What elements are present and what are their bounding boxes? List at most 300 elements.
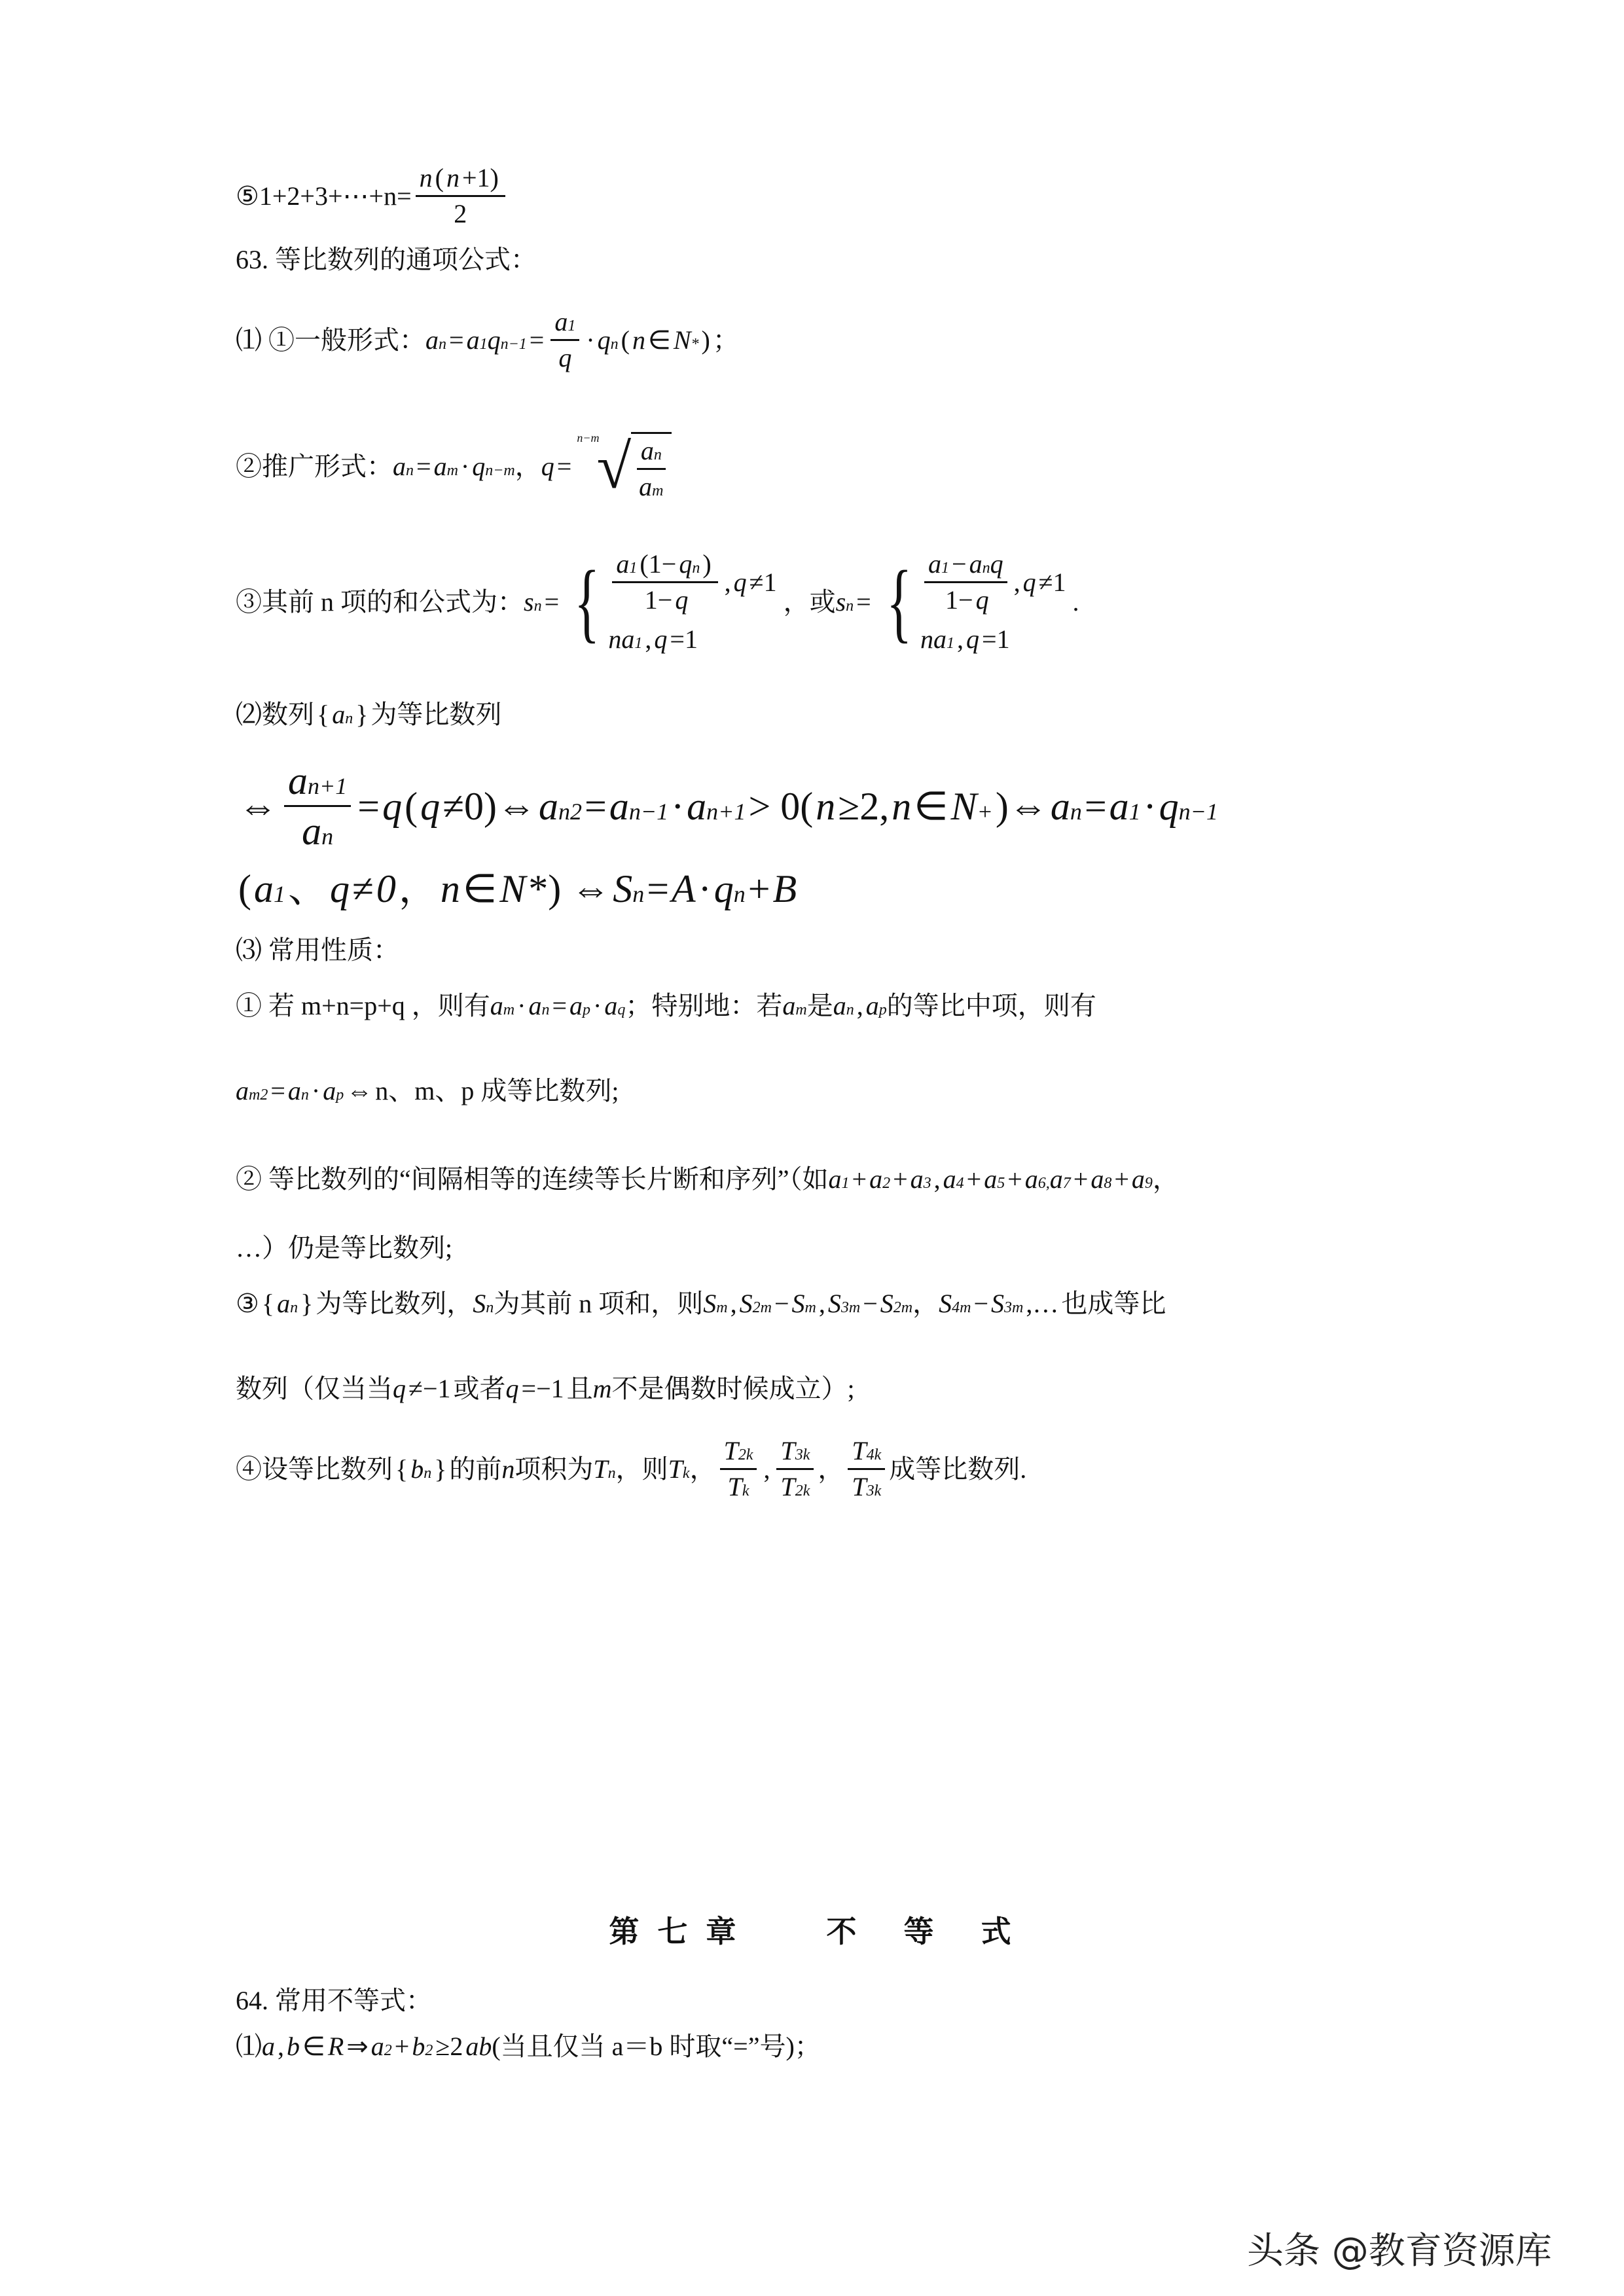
variable-base: T	[723, 1436, 738, 1465]
math-variable	[852, 1473, 881, 1501]
math-symbol: )	[702, 549, 712, 579]
subscript: +	[977, 798, 993, 825]
math-variable	[593, 1455, 615, 1484]
subscript: p	[878, 1001, 887, 1018]
math-symbol: ·	[460, 452, 470, 481]
text-run: 数列（仅当当	[236, 1374, 393, 1403]
math-variable	[833, 992, 854, 1020]
text-run: ，	[514, 452, 541, 481]
math-symbol: ≥2	[435, 2032, 463, 2061]
text-run: 的等比中项，则有	[886, 991, 1096, 1020]
math-symbol: ·	[593, 991, 602, 1020]
subscript: 1	[941, 560, 950, 577]
math-variable	[728, 1473, 749, 1501]
math-variable	[773, 867, 797, 910]
case-row	[608, 550, 779, 615]
radicand	[631, 432, 671, 501]
math-variable	[328, 2032, 344, 2061]
subscript: 3k	[866, 1482, 882, 1499]
subscript: n+1	[706, 798, 746, 825]
subscript: m	[652, 482, 664, 499]
variable-base: a	[253, 867, 274, 910]
variable-base: S	[473, 1289, 486, 1318]
subscript: 2m	[893, 1299, 913, 1316]
math-variable	[687, 785, 746, 828]
math-symbol: ,	[645, 624, 652, 654]
math-variable	[288, 1077, 309, 1105]
text-run: ④设等比数列	[236, 1454, 393, 1484]
subscript: m	[804, 1299, 816, 1316]
math-symbol: ≠−1	[408, 1374, 451, 1403]
sum-formula	[236, 164, 509, 228]
math-variable	[277, 1289, 298, 1318]
variable-base: R	[327, 2032, 344, 2061]
math-symbol: ⇔	[238, 784, 278, 828]
math-variable	[641, 437, 662, 465]
subscript: 3k	[795, 1446, 810, 1463]
superscript: n−1	[500, 335, 527, 353]
math-symbol: ·	[586, 325, 595, 355]
math-symbol: (	[621, 325, 630, 355]
subscript: 3	[923, 1175, 931, 1192]
inequality-1	[236, 2032, 821, 2061]
variable-base: q	[487, 325, 501, 355]
variable-base: S	[791, 1289, 805, 1318]
variable-base: s	[524, 586, 534, 617]
math-symbol: {	[395, 1454, 408, 1484]
variable-base: a	[782, 991, 796, 1020]
math-symbol: ,	[818, 1289, 825, 1318]
math-variable	[782, 992, 806, 1020]
math-symbol: =−1	[521, 1374, 564, 1403]
denominator	[447, 197, 473, 228]
variable-base: q	[420, 784, 441, 828]
math-variable	[541, 452, 554, 481]
math-variable	[714, 867, 746, 910]
math-symbol: =	[647, 867, 670, 910]
chapter-title: 第 七 章 不 等 式	[609, 1914, 1015, 1949]
text-run: ⑵数列	[236, 700, 314, 729]
math-variable	[943, 1165, 964, 1194]
variable-base: na	[920, 624, 947, 654]
variable-base: S	[991, 1289, 1005, 1318]
math-variable	[675, 586, 688, 615]
text-run: ，	[818, 1454, 844, 1484]
fraction	[776, 1437, 814, 1501]
math-variable	[488, 326, 527, 355]
text-run: ⑴	[236, 2032, 262, 2061]
variable-base: a	[616, 549, 630, 579]
math-variable	[393, 452, 414, 481]
subscript: n	[558, 798, 571, 825]
text-run: ⑶ 常用性质：	[236, 935, 399, 965]
variable-base: a	[262, 2032, 275, 2061]
fraction	[848, 1437, 885, 1501]
fraction	[720, 1437, 757, 1501]
variable-base: q	[505, 1374, 519, 1403]
subscript: 1	[841, 1175, 850, 1192]
superscript: n	[692, 560, 700, 577]
math-variable	[434, 452, 458, 481]
piecewise-cases	[566, 550, 779, 654]
math-symbol: ·	[698, 867, 712, 910]
variable-base: T	[780, 1436, 795, 1465]
subscript: 1	[629, 560, 638, 577]
math-symbol: =	[529, 325, 545, 355]
subscript: n	[439, 335, 446, 353]
numerator	[776, 1437, 814, 1470]
variable-base: q	[975, 585, 989, 615]
variable-base: n	[892, 784, 912, 828]
variable-base: a	[370, 2032, 384, 2061]
left-brace: {	[886, 552, 912, 651]
numerator	[924, 550, 1007, 583]
variable-base: a	[287, 1076, 301, 1105]
subscript: n	[541, 1001, 550, 1018]
math-symbol: {	[317, 700, 330, 729]
math-symbol: > 0(	[748, 784, 814, 828]
superscript: n	[610, 335, 619, 353]
radical	[577, 432, 671, 501]
superscript: 2	[384, 2042, 392, 2059]
math-variable	[1159, 785, 1218, 828]
text-run: ②推广形式：	[236, 452, 393, 481]
math-variable	[524, 588, 542, 617]
text-run: 是	[806, 991, 833, 1020]
math-symbol: +	[748, 867, 770, 910]
math-variable	[679, 550, 700, 579]
math-variable	[501, 1455, 514, 1484]
superscript: n−m	[485, 462, 515, 479]
variable-base: a	[1091, 1164, 1104, 1194]
text-run: ② 等比数列的“间隔相等的连续等长片断和序列”（如	[236, 1164, 829, 1194]
math-symbol: ≠0)⇔	[442, 784, 537, 828]
subscript: 1	[634, 635, 643, 652]
subscript: 1	[1128, 798, 1141, 825]
variable-base: q	[1022, 567, 1036, 597]
math-variable	[593, 1374, 612, 1403]
math-variable	[446, 164, 460, 192]
math-symbol: *) ⇔	[528, 867, 611, 910]
math-variable	[412, 2032, 433, 2061]
text-run: 不是偶数时候成立）;	[611, 1374, 855, 1403]
math-symbol: ·	[517, 991, 526, 1020]
subscript: 4m	[952, 1299, 971, 1316]
math-variable	[499, 867, 526, 910]
numerator	[550, 308, 579, 341]
math-variable	[780, 1473, 810, 1501]
variable-base: b	[287, 2032, 300, 2061]
math-variable	[616, 550, 637, 579]
variable-base: T	[852, 1472, 867, 1501]
variable-base: q	[393, 1374, 406, 1403]
variable-base: q	[654, 624, 668, 654]
properties-heading	[236, 936, 399, 965]
text-run: (当且仅当 a＝b 时取“=”号)；	[492, 2032, 821, 2061]
math-variable	[724, 1437, 753, 1465]
denominator	[776, 1470, 814, 1501]
text-run: n、m、p 成等比数列;	[375, 1076, 619, 1105]
math-variable	[734, 568, 747, 597]
math-variable	[539, 785, 582, 828]
variable-base: B	[772, 867, 797, 910]
math-symbol: =	[449, 325, 464, 355]
math-variable	[441, 867, 460, 910]
math-variable	[490, 992, 514, 1020]
math-symbol: +	[966, 1164, 982, 1194]
variable-base: a	[828, 1164, 842, 1194]
subscript: p	[583, 1001, 591, 1018]
math-variable	[472, 452, 515, 481]
math-symbol: (	[238, 867, 251, 910]
left-brace: {	[574, 552, 600, 651]
variable-base: n	[440, 867, 460, 910]
math-symbol: +	[1007, 1164, 1022, 1194]
root-index: n−m	[577, 431, 600, 444]
subscript: 1	[947, 635, 955, 652]
variable-base: q	[472, 452, 486, 481]
math-symbol: =	[544, 586, 560, 617]
math-symbol: 1−	[945, 585, 973, 615]
variable-base: a	[1131, 1164, 1145, 1194]
text-run: 64. 常用不等式：	[236, 1986, 432, 2015]
subscript: n	[846, 1001, 854, 1018]
math-symbol: ·	[311, 1076, 321, 1105]
math-symbol: ,	[856, 991, 863, 1020]
math-variable	[323, 1077, 344, 1105]
math-variable	[1025, 1165, 1050, 1194]
math-symbol: ≠1	[749, 567, 777, 597]
math-variable	[911, 1165, 931, 1194]
math-variable	[828, 1289, 860, 1318]
property-3-cont	[236, 1374, 855, 1403]
subscript: n+1	[308, 773, 348, 799]
math-variable	[330, 867, 350, 910]
subscript: n	[653, 446, 662, 463]
math-symbol: ≠	[352, 867, 374, 910]
math-variable	[852, 1437, 881, 1465]
math-variable	[928, 550, 949, 579]
subscript: 1	[479, 335, 488, 353]
math-symbol: −	[863, 1289, 878, 1318]
math-symbol: +	[852, 1164, 867, 1194]
math-variable	[609, 785, 668, 828]
subscript: n	[424, 1464, 432, 1482]
math-symbol: =	[585, 784, 607, 828]
math-symbol: ⇔	[346, 1076, 373, 1105]
denominator	[724, 1470, 753, 1501]
variable-base: a	[910, 1164, 924, 1194]
subscript: n	[300, 1086, 309, 1103]
variable-base: n	[816, 784, 836, 828]
variable-base: a	[609, 784, 629, 828]
text-run: 也成等比	[1061, 1289, 1166, 1318]
variable-base: q	[558, 343, 572, 372]
property-1	[236, 992, 1096, 1020]
subscript: 2m	[752, 1299, 772, 1316]
math-symbol: (	[405, 784, 418, 828]
subscript: 1	[568, 317, 576, 334]
subscript: p	[336, 1086, 344, 1103]
variable-base: N	[673, 325, 691, 355]
math-variable	[613, 867, 644, 910]
superscript: 2	[260, 1086, 268, 1103]
math-symbol: =	[416, 452, 431, 481]
text-run: ，	[689, 1454, 716, 1484]
variable-base: n	[501, 1454, 515, 1484]
subscript: 3m	[1004, 1299, 1024, 1316]
subscript: q	[617, 1001, 626, 1018]
subscript: 7	[1062, 1175, 1071, 1192]
math-symbol: ，	[398, 867, 438, 910]
math-variable	[703, 1289, 727, 1318]
section-64-heading	[236, 1986, 432, 2015]
variable-base: a	[1049, 1164, 1063, 1194]
subscript: n	[846, 597, 854, 615]
math-variable	[604, 992, 625, 1020]
sequence-definition	[236, 700, 501, 729]
variable-base: a	[833, 991, 846, 1020]
math-variable	[528, 992, 549, 1020]
variable-base: a	[569, 991, 583, 1020]
math-symbol: =	[552, 991, 568, 1020]
text-run: 且	[566, 1374, 593, 1403]
numerator	[637, 437, 666, 470]
denominator	[638, 583, 693, 615]
subscript: 8	[1104, 1175, 1112, 1192]
variable-base: a	[984, 1164, 998, 1194]
math-symbol: ,…	[1026, 1289, 1059, 1318]
general-form	[236, 308, 739, 372]
math-variable	[425, 326, 446, 355]
case-row	[920, 625, 1069, 654]
subscript: n	[982, 560, 990, 577]
variable-base: a	[969, 549, 983, 579]
variable-base: a	[332, 700, 346, 729]
text-run: ；	[712, 325, 739, 355]
subscript: n−1	[628, 798, 669, 825]
math-variable	[410, 1455, 431, 1484]
variable-base: a	[604, 991, 618, 1020]
text-run: 或者	[453, 1374, 506, 1403]
fraction	[635, 437, 667, 501]
subscript: k	[682, 1464, 690, 1482]
math-symbol: −	[952, 549, 967, 579]
variable-base: q	[679, 549, 693, 579]
fraction	[612, 550, 717, 615]
math-symbol: }	[300, 1289, 314, 1318]
math-symbol: {	[261, 1289, 275, 1318]
variable-base: a	[433, 452, 447, 481]
text-run: 的前	[449, 1454, 502, 1484]
text-run: 为其前 n 项和，则	[494, 1289, 704, 1318]
variable-base: a	[640, 436, 654, 465]
math-variable	[740, 1289, 772, 1318]
math-variable	[382, 785, 402, 828]
math-variable	[966, 625, 979, 654]
math-symbol: (	[435, 163, 444, 192]
text-run: 为等比数列，	[316, 1289, 473, 1318]
math-variable	[880, 1289, 912, 1318]
math-variable	[376, 867, 396, 910]
subscript: m	[716, 1299, 728, 1316]
variable-base: a	[277, 1289, 291, 1318]
math-symbol: 、	[287, 867, 327, 910]
text-run: ，	[1152, 1164, 1179, 1194]
text-run: ③	[236, 1289, 259, 1318]
math-variable	[236, 1077, 268, 1105]
math-variable	[558, 344, 571, 372]
math-variable	[569, 992, 590, 1020]
text-run: ① 若 m+n=p+q ，则有	[236, 991, 490, 1020]
variable-base: m	[592, 1374, 612, 1403]
subscript: m	[249, 1086, 261, 1103]
math-symbol: 1−	[644, 585, 673, 615]
fraction	[550, 308, 579, 372]
variable-base: a	[539, 784, 559, 828]
variable-base: q	[733, 567, 747, 597]
math-variable	[598, 326, 619, 355]
superscript: 2	[570, 798, 583, 825]
variable-base: q	[990, 549, 1003, 579]
variable-base: a	[466, 325, 480, 355]
variable-base: a	[865, 991, 879, 1020]
variable-base: q	[597, 325, 611, 355]
sum-formula-cases	[236, 550, 1079, 654]
text-run: ⑤1+2+3+⋯+n=	[236, 181, 412, 211]
subscript: n	[406, 462, 414, 479]
math-variable	[302, 810, 333, 853]
math-variable	[465, 2032, 492, 2061]
subscript: 4k	[866, 1446, 882, 1463]
math-symbol: −	[774, 1289, 789, 1318]
property-3	[236, 1289, 1166, 1318]
text-run: ③其前 n 项的和公式为：	[236, 586, 524, 617]
math-symbol: +	[1114, 1164, 1129, 1194]
subscript: 1	[273, 881, 285, 907]
subscript: 2	[882, 1175, 891, 1192]
numerator	[848, 1437, 885, 1470]
variable-base: n	[632, 325, 645, 355]
math-variable	[991, 1289, 1023, 1318]
variable-base: 0	[376, 867, 396, 910]
property-2	[236, 1165, 1179, 1194]
math-symbol: =	[556, 452, 572, 481]
fraction	[284, 759, 351, 853]
math-variable	[287, 2032, 300, 2061]
subscript: n	[533, 597, 542, 615]
math-symbol: ∈	[647, 325, 671, 355]
math-symbol: )⇔	[995, 784, 1048, 828]
math-symbol: ,	[724, 567, 731, 597]
math-symbol: =1	[982, 624, 1010, 654]
subscript: n	[290, 1299, 298, 1316]
text-run: ，或	[783, 586, 836, 617]
math-variable	[1023, 568, 1036, 597]
math-symbol: ∈	[914, 784, 948, 828]
variable-base: a	[1109, 784, 1129, 828]
case-rows	[608, 550, 779, 654]
math-variable	[1050, 1165, 1071, 1194]
subscript: 5	[997, 1175, 1005, 1192]
math-symbol: ,	[957, 624, 964, 654]
subscript: k	[742, 1482, 749, 1499]
variable-base: T	[780, 1472, 795, 1501]
subscript: n	[321, 823, 334, 850]
numerator	[284, 759, 351, 807]
math-variable	[1051, 785, 1082, 828]
numerator	[720, 1437, 757, 1470]
